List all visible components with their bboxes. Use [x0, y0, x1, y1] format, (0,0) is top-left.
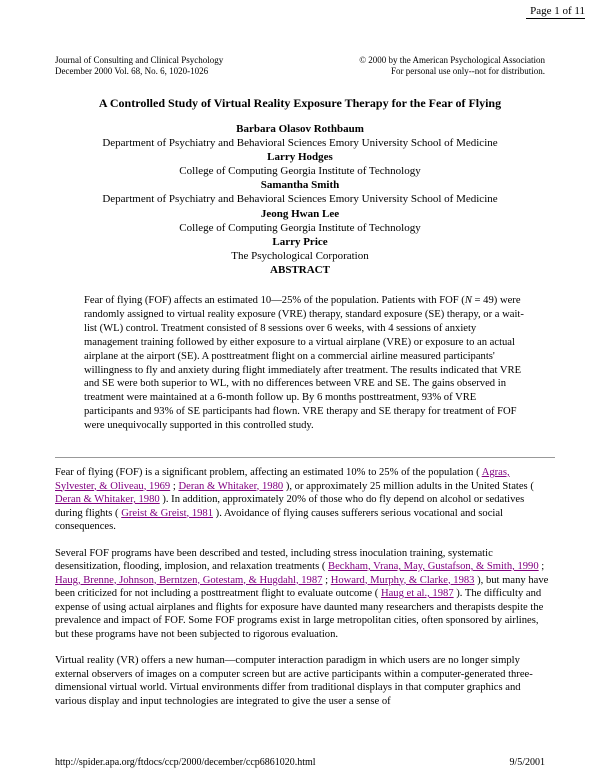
abstract-part: Fear of flying (FOF) affects an estimated 10—25% of the population. Patients with FOF (	[84, 295, 465, 306]
article-title: A Controlled Study of Virtual Reality Exposure Therapy for the Fear of Flying	[98, 96, 502, 110]
body-paragraph	[55, 466, 552, 534]
footer-url: http://spider.apa.org/ftdocs/ccp/2000/december/ccp6861020.html	[55, 757, 316, 768]
page-indicator: Page 1 of 11	[526, 5, 585, 19]
author-name: Jeong Hwan Lee	[260, 207, 340, 220]
n-symbol: N	[464, 295, 472, 306]
author-affiliation: Department of Psychiatry and Behavioral Sciences Emory University School of Medicine	[102, 137, 498, 150]
copyright-notice: © 2000 by the American Psychological Association	[359, 55, 545, 65]
text-run: ). Avoidance of flying causes sufferers serious vocational and social consequences.	[55, 507, 503, 532]
citation-link[interactable]: Deran & Whitaker, 1980	[55, 494, 160, 505]
citation-link[interactable]: Haug, Brenne, Johnson, Berntzen, Gotestam, & Hugdahl, 1987	[55, 574, 323, 586]
copyright-header	[359, 55, 545, 77]
text-run: ;	[170, 480, 179, 492]
abstract-text	[84, 294, 524, 433]
journal-name: Journal of Consulting and Clinical Psychology	[55, 55, 224, 65]
text-run: ;	[538, 561, 545, 572]
body-paragraph	[55, 547, 552, 642]
author-name: Larry Hodges	[267, 151, 333, 164]
text-run: ). The difficulty and expense of using actual airplanes and flights for exposure have daunted many researchers and therapists despite the prevalence and impact of FOF. Some FOF programs exist in large metropolitan cities, often sponsored by airlines, but these programs have not been subjected to rigorous evaluation.	[55, 588, 544, 640]
author-name: Samantha Smith	[260, 179, 340, 192]
journal-issue: December 2000 Vol. 68, No. 6, 1020-1026	[55, 66, 209, 76]
author-affiliation: Department of Psychiatry and Behavioral Sciences Emory University School of Medicine	[102, 193, 498, 206]
citation-link[interactable]: Haug et al., 1987	[380, 588, 454, 599]
citation-link[interactable]: Beckham, Vrana, May, Gustafson, & Smith, 1990	[328, 561, 539, 572]
abstract-part: = 49) were randomly assigned to virtual reality exposure (VRE) therapy, standard exposure (SE) therapy, or a wait-list (WL) control. Treatment consisted of 8 sessions over 6 weeks, with 4 sessions of anxiety management training followed by either exposure to a virtual airplane (VRE) or exposure to an actual airplane at the airport (SE). A posttreatment flight on a commercial airline measured participants' willingness to fly and anxiety during flight immediately after treatment. The results indicated that VRE and SE were both superior to WL, with no differences between VRE and SE. The gains observed in treatment were maintained at a 6-month follow up. By 6 months posttreatment, 93% of VRE participants and 93% of SE participants had flown. VRE therapy and SE therapy for treatment of FOF were unequivocally supported in this controlled study.	[84, 295, 524, 432]
author-affiliation: College of Computing Georgia Institute of Technology	[179, 165, 421, 178]
footer-date: 9/5/2001	[509, 757, 545, 768]
citation-link[interactable]: Howard, Murphy, & Clarke, 1983	[330, 574, 475, 586]
text-run: Fear of flying (FOF) is a significant problem, affecting an estimated 10% to 25% of the population (	[55, 467, 482, 478]
section-divider	[55, 457, 555, 458]
author-affiliation: College of Computing Georgia Institute of Technology	[179, 221, 421, 234]
text-run: ), or approximately 25 million adults in the United States (	[283, 480, 534, 492]
citation-link[interactable]: Agras, Sylvester, & Oliveau, 1969	[55, 467, 510, 492]
author-name: Barbara Olasov Rothbaum	[236, 123, 364, 135]
author-affiliation: The Psychological Corporation	[231, 249, 369, 262]
author-list	[0, 122, 600, 277]
author-name: Larry Price	[272, 235, 328, 248]
usage-notice: For personal use only--not for distribution.	[391, 66, 545, 76]
citation-link[interactable]: Deran & Whitaker, 1980	[178, 480, 284, 492]
text-run: ), but many have been criticized for not including a posttreatment flight to evaluate outcome (	[55, 574, 549, 599]
article-body	[55, 466, 552, 721]
citation-link[interactable]: Greist & Greist, 1981	[121, 507, 214, 519]
abstract-heading: ABSTRACT	[270, 263, 330, 276]
text-run: Several FOF programs have been described and tested, including stress inoculation training, systematic desensitization, flooding, implosion, and relaxation treatments (	[55, 547, 493, 572]
text-run: ). In addition, approximately 20% of those who do fly depend on alcohol or sedatives during flights (	[55, 494, 525, 519]
journal-header	[55, 55, 223, 77]
body-paragraph: Virtual reality (VR) offers a new human—computer interaction paradigm in which users are no longer simply external observers of images on a computer screen but are active participants within a computer-generated three-dimensional virtual world. Virtual environments differ from traditional displays in that computer graphics and various display and input technologies are integrated to give the user a sense of	[55, 655, 533, 707]
text-run: ;	[322, 574, 331, 586]
